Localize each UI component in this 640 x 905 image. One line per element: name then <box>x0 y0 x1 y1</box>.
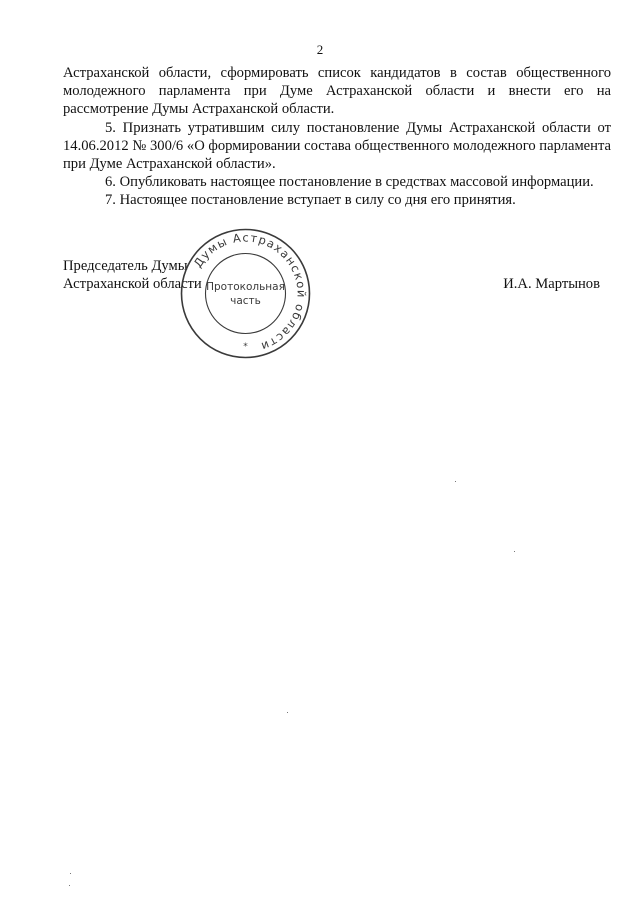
page-number: 2 <box>316 42 324 57</box>
official-stamp <box>178 226 313 361</box>
paragraph-item-5: 5. Признать утратившим силу постановление Думы Астраханской области от 14.06.2012 № 300/6 «О формировании состава общественного молодежного парламента при Думе Астраханской области». <box>63 119 611 173</box>
paragraph-continuation: Астраханской области, сформировать список кандидатов в состав общественного молодежного парламента при Думе Астраханской области и внести его на рассмотрение Думы Астраханской области. <box>63 65 611 118</box>
signature-block <box>63 257 611 293</box>
stamp-center-line1: Протокольная <box>206 281 285 293</box>
stamp-center-line2: часть <box>230 295 261 307</box>
scan-speck <box>514 551 515 552</box>
stamp-ring-text: Думы Астраханской области <box>190 230 309 355</box>
signatory-title-line1: Председатель Думы <box>63 258 188 274</box>
signatory-title-line2: Астраханской области <box>63 276 202 293</box>
paragraph-item-6: 6. Опубликовать настоящее постановление в средствах массовой информации. <box>105 174 594 191</box>
stamp-inner-circle <box>206 254 286 334</box>
scan-speck <box>70 873 71 874</box>
scan-speck <box>455 481 456 482</box>
document-body <box>63 64 611 210</box>
paragraph-item-7: 7. Настоящее постановление вступает в силу со дня его принятия. <box>105 192 516 209</box>
stamp-outer-circle <box>182 230 310 358</box>
scan-speck <box>287 712 288 713</box>
signatory-name: И.А. Мартынов <box>503 276 600 293</box>
stamp-star-mark: * <box>243 342 248 352</box>
scan-speck <box>69 885 70 886</box>
stamp-seal-icon <box>178 226 313 361</box>
